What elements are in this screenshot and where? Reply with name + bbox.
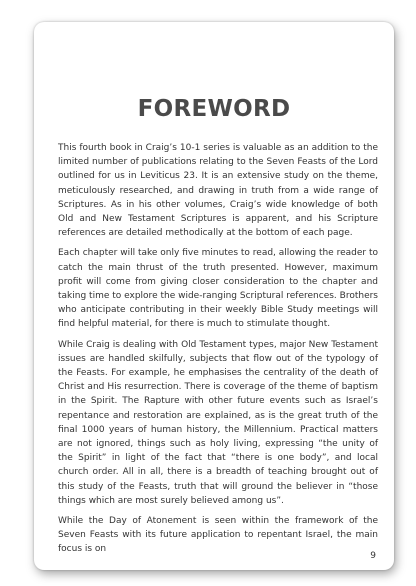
paragraph-4: While the Day of Atonement is seen within the framework of the Seven Feasts with its future application to repentant Israel, the main focus is on xyxy=(58,516,378,555)
paragraph-2: Each chapter will take only five minutes to read, allowing the reader to catch the main thrust of the truth presented. However, maximum profit will come from giving closer consideration to the chapter and taking time to explore the wide-ranging Scriptural references. Brothers who anticipate contributing in their weekly Bible Study meetings will find helpful material, for there is much to stimulate thought. xyxy=(58,248,378,330)
page-number: 9 xyxy=(370,551,376,561)
paragraph-3: While Craig is dealing with Old Testament types, major New Testament issues are handled skilfully, subjects that flow out of the typology of the Feasts. For example, he emphasises the centrality of the death of Christ and His resurrection. There is coverage of the theme of baptism in the Spirit. The Rapture with other future events such as Israel’s repentance and restoration are explained, as is the great truth of the final 1000 years of human history, the Millennium. Practical matters are not ignored, things such as holy living, expressing “the unity of the Spirit” in light of the fact that “there is one body”, and local church order. All in all, there is a breadth of teaching brought out of this study of the Feasts, truth that will ground the believer in “those things which are most surely believed among us”. xyxy=(58,339,378,506)
paragraph-1: This fourth book in Craig’s 10-1 series is valuable as an addition to the limited number of publications relating to the Seven Feasts of the Lord outlined for us in Leviticus 23. It is an extensive study on the theme, meticulously researched, and drawing in truth from a wide range of Scriptures. As in his other volumes, Craig’s wide knowledge of both Old and New Testament Scriptures is apparent, and his Scripture references are detailed methodically at the bottom of each page. xyxy=(58,143,378,239)
page-body xyxy=(58,141,378,563)
book-page xyxy=(34,22,394,570)
page-heading: FOREWORD xyxy=(137,96,291,122)
